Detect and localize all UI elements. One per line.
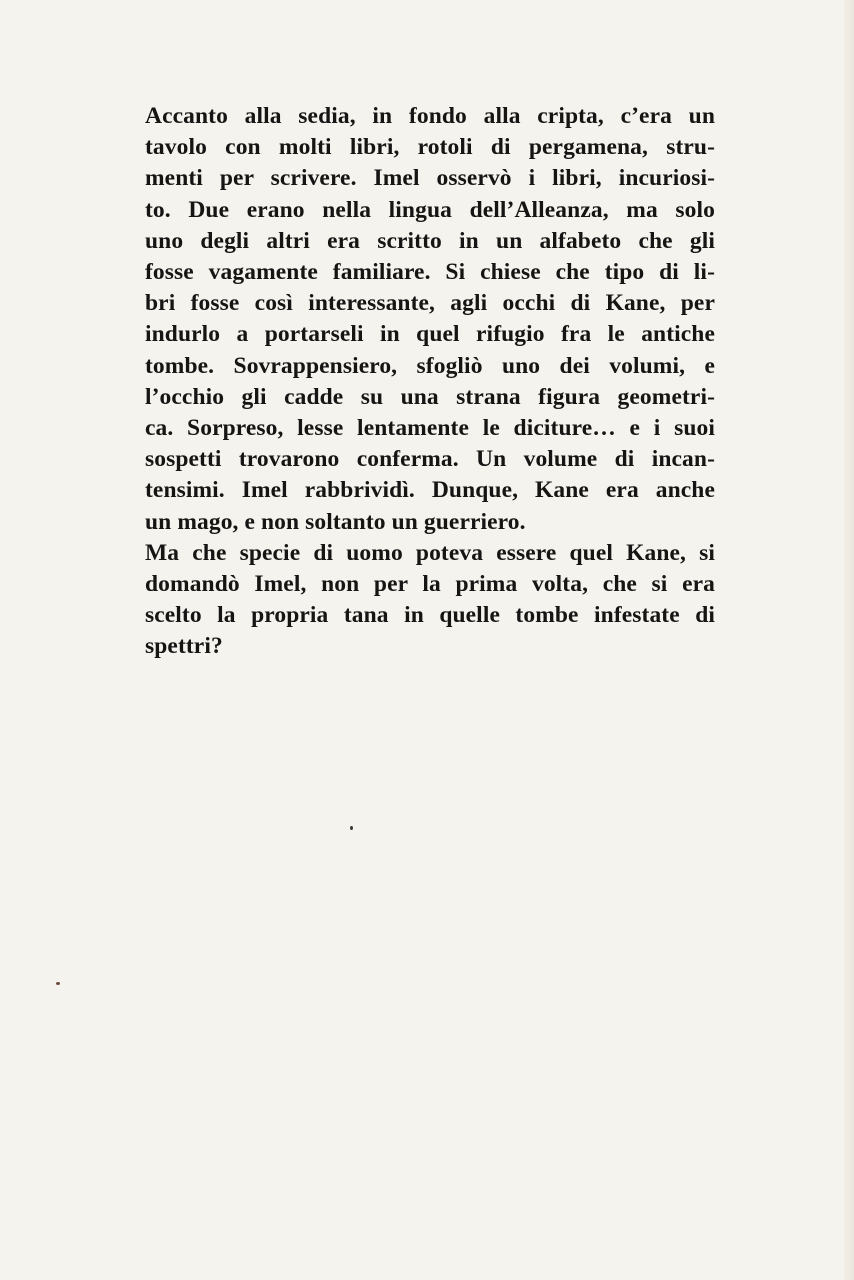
blurb-line: fosse vagamente familiare. Si chiese che tipo di li- bbox=[145, 259, 715, 286]
back-cover-blurb bbox=[145, 101, 715, 663]
blurb-line: menti per scrivere. Imel osservò i libri, incuriosi- bbox=[145, 165, 715, 192]
blurb-line: bri fosse così interessante, agli occhi di Kane, per bbox=[145, 290, 715, 317]
blurb-line: ca. Sorpreso, lesse lentamente le diciture… e i suoi bbox=[145, 415, 715, 442]
blurb-line: uno degli altri era scritto in un alfabeto che gli bbox=[145, 227, 715, 254]
blurb-line: indurlo a portarseli in quel rifugio fra le antiche bbox=[145, 321, 715, 348]
blurb-line: Accanto alla sedia, in fondo alla cripta, c’era un bbox=[145, 103, 715, 129]
blurb-line: domandò Imel, non per la prima volta, che si era bbox=[145, 571, 715, 598]
blurb-line: spettri? bbox=[145, 633, 223, 660]
blurb-line: to. Due erano nella lingua dell’Alleanza, ma solo bbox=[145, 196, 715, 223]
blurb-line: Ma che specie di uomo poteva essere quel Kane, si bbox=[145, 539, 715, 566]
paper-speck bbox=[350, 826, 353, 830]
blurb-line: tensimi. Imel rabbrividì. Dunque, Kane era anche bbox=[145, 477, 715, 504]
blurb-line: tombe. Sovrappensiero, sfogliò uno dei volumi, e bbox=[145, 352, 715, 379]
blurb-line: scelto la propria tana in quelle tombe infestate di bbox=[145, 602, 715, 629]
blurb-line: un mago, e non soltanto un guerriero. bbox=[145, 508, 526, 535]
page-edge-shadow bbox=[844, 0, 854, 1280]
blurb-line: tavolo con molti libri, rotoli di pergamena, stru- bbox=[145, 134, 715, 161]
blurb-line: l’occhio gli cadde su una strana figura geometri- bbox=[145, 383, 715, 410]
paper-speck bbox=[56, 982, 60, 985]
blurb-line: sospetti trovarono conferma. Un volume di incan- bbox=[145, 446, 715, 473]
